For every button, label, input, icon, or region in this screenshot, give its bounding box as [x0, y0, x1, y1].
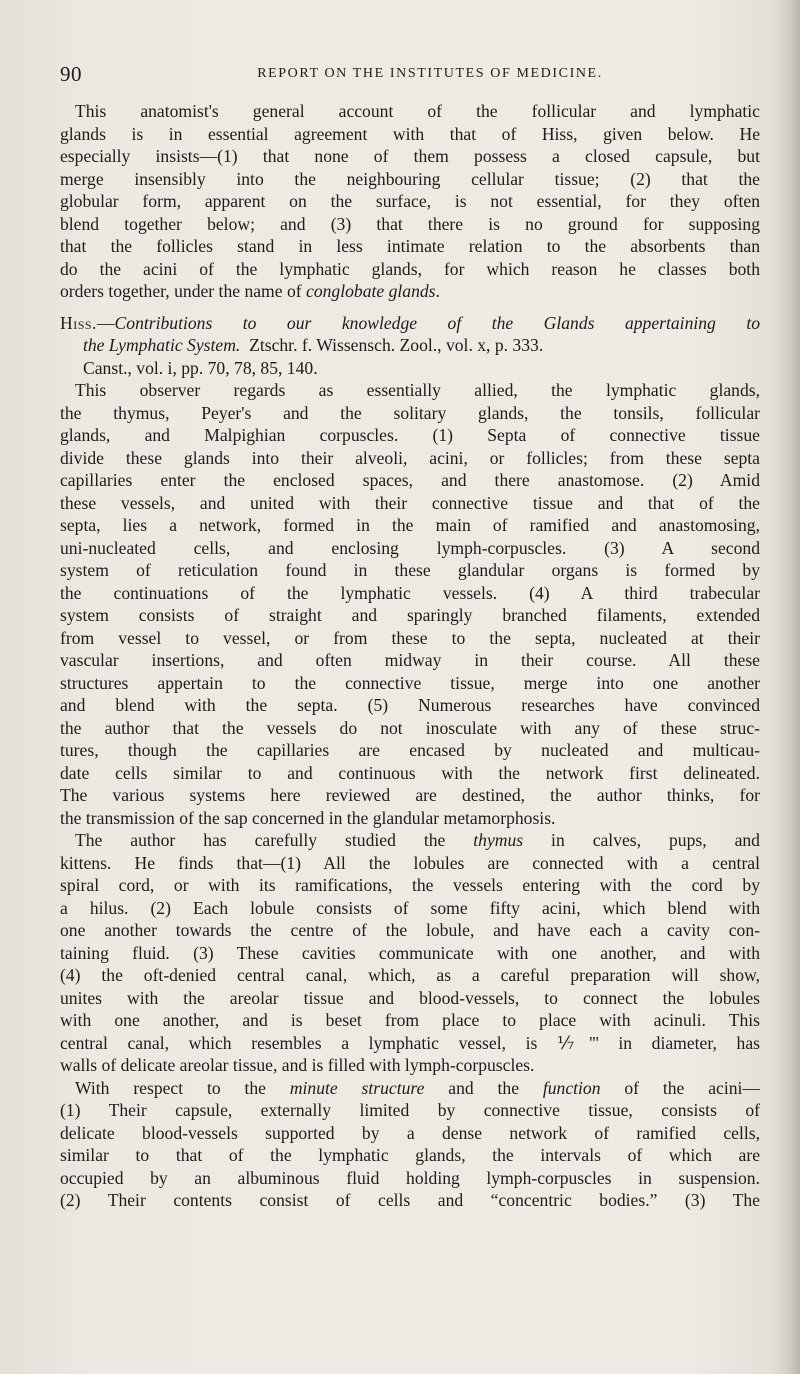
- emphasis-minute-structure: minute structure: [289, 1077, 425, 1098]
- text-line: central canal, which resembles a lymphatic vessel, is ⅐''' in diameter, has: [60, 1032, 760, 1053]
- page-header: [60, 62, 760, 92]
- text-line: system of reticulation found in these glandular organs is formed by: [60, 560, 760, 580]
- text-line: blend together below; and (3) that there is no ground for supposing: [60, 213, 760, 234]
- text-line: taining fluid. (3) These cavities communicate with one another, and with: [60, 942, 760, 963]
- text-line: glands is in essential agreement with that of Hiss, given below. He: [60, 123, 760, 144]
- text-fragment: in calves, pups, and: [523, 830, 760, 850]
- text-line: these vessels, and united with their connective tissue and that of the: [60, 492, 760, 513]
- text-line: the thymus, Peyer's and the solitary glands, the tonsils, follicular: [60, 402, 760, 423]
- text-line: [60, 1077, 760, 1100]
- text-fragment: of the acini—: [600, 1077, 760, 1098]
- text-line: the author that the vessels do not inosculate with any of these struc-: [60, 717, 760, 738]
- text-line: walls of delicate areolar tissue, and is filled with lymph-corpuscles.: [60, 1055, 535, 1075]
- text-line: [60, 280, 760, 303]
- text-line: the transmission of the sap concerned in the glandular metamorphosis.: [60, 807, 556, 828]
- text-line: (4) the oft-denied central canal, which, as a careful preparation will show,: [60, 965, 760, 985]
- citation-line: [60, 334, 760, 357]
- page-number: 90: [60, 62, 82, 86]
- paragraph-intro: [60, 100, 760, 303]
- text-line: do the acini of the lymphatic glands, for which reason he classes both: [60, 258, 760, 279]
- text-line: spiral cord, or with its ramifications, the vessels entering with the cord by: [60, 875, 760, 895]
- text-line: [60, 829, 760, 852]
- text-line: date cells similar to and continuous with the network first delineated.: [60, 762, 760, 783]
- body-text: [60, 100, 760, 1212]
- emphasis-thymus: thymus: [473, 830, 524, 850]
- text-line: a hilus. (2) Each lobule consists of some fifty acini, which blend with: [60, 897, 760, 918]
- text-line: and blend with the septa. (5) Numerous researches have convinced: [60, 695, 760, 715]
- text-line: the continuations of the lymphatic vessels. (4) A third trabecular: [60, 582, 760, 603]
- text-line: delicate blood-vessels supported by a dense network of ramified cells,: [60, 1122, 760, 1143]
- text-line: similar to that of the lymphatic glands, the intervals of which are: [60, 1145, 760, 1165]
- citation-line: Canst., vol. i, pp. 70, 78, 85, 140.: [83, 357, 318, 378]
- text-line: This observer regards as essentially allied, the lymphatic glands,: [75, 380, 760, 400]
- citation-journal: Ztschr. f. Wissensch. Zool., vol. x, p. 333.: [249, 335, 544, 355]
- text-fragment: .: [435, 281, 440, 301]
- text-line: vascular insertions, and often midway in their course. All these: [60, 650, 760, 670]
- text-line: tures, though the capillaries are encased by nucleated and multicau-: [60, 740, 760, 760]
- text-line: (1) Their capsule, externally limited by connective tissue, consists of: [60, 1100, 760, 1120]
- text-fragment: With respect to the: [75, 1077, 290, 1098]
- text-line: capillaries enter the enclosed spaces, and there anastomose. (2) Amid: [60, 470, 760, 490]
- text-line: kittens. He finds that—(1) All the lobules are connected with a central: [60, 852, 760, 873]
- emphasis-function: function: [542, 1077, 601, 1098]
- text-line: system consists of straight and sparingly branched filaments, extended: [60, 605, 760, 625]
- paragraph-hiss-summary: [60, 379, 760, 829]
- text-line: divide these glands into their alveoli, acini, or follicles; from these septa: [60, 447, 760, 468]
- text-line: glands, and Malpighian corpuscles. (1) Septa of connective tissue: [60, 425, 760, 445]
- text-line: (2) Their contents consist of cells and “concentric bodies.” (3) The: [60, 1190, 760, 1210]
- text-line: The various systems here reviewed are destined, the author thinks, for: [60, 785, 760, 805]
- text-line: unites with the areolar tissue and blood-vessels, to connect the lobules: [60, 987, 760, 1008]
- text-line: structures appertain to the connective tissue, merge into one another: [60, 672, 760, 693]
- text-line: that the follicles stand in less intimate relation to the absorbents than: [60, 236, 760, 256]
- text-fragment: orders together, under the name of: [60, 281, 307, 301]
- citation: [60, 312, 760, 380]
- emphasis-conglobate-glands: conglobate glands: [306, 281, 436, 301]
- text-line: occupied by an albuminous fluid holding lymph-corpuscles in suspension.: [60, 1167, 760, 1188]
- text-line: with one another, and is beset from place to place with acinuli. This: [60, 1010, 760, 1030]
- citation-title-cont: the Lymphatic System.: [83, 335, 241, 355]
- page-edge-shadow: [778, 0, 800, 1374]
- text-line: from vessel to vessel, or from these to the septa, nucleated at their: [60, 627, 760, 648]
- citation-author: Hiss.: [60, 312, 97, 333]
- citation-line: Hiss.—Contributions to our knowledge of the Glands appertaining to: [60, 312, 760, 333]
- text-fragment: The author has carefully studied the: [75, 830, 474, 850]
- text-line: globular form, apparent on the surface, is not essential, for they often: [60, 191, 760, 211]
- text-fragment: and the: [424, 1077, 543, 1098]
- text-line: one another towards the centre of the lobule, and have each a cavity con-: [60, 920, 760, 940]
- running-head: REPORT ON THE INSTITUTES OF MEDICINE.: [257, 66, 603, 81]
- text-line: septa, lies a network, formed in the main of ramified and anastomosing,: [60, 515, 760, 535]
- citation-title: Contributions to our knowledge of the Glands appertaining to: [114, 312, 760, 333]
- text-line: especially insists—(1) that none of them possess a closed capsule, but: [60, 146, 760, 166]
- text-line: This anatomist's general account of the follicular and lymphatic: [75, 101, 760, 121]
- paragraph-thymus: [60, 829, 760, 1077]
- paragraph-acini: [60, 1077, 760, 1212]
- text-line: merge insensibly into the neighbouring cellular tissue; (2) that the: [60, 168, 760, 189]
- text-line: uni-nucleated cells, and enclosing lymph-corpuscles. (3) A second: [60, 537, 760, 558]
